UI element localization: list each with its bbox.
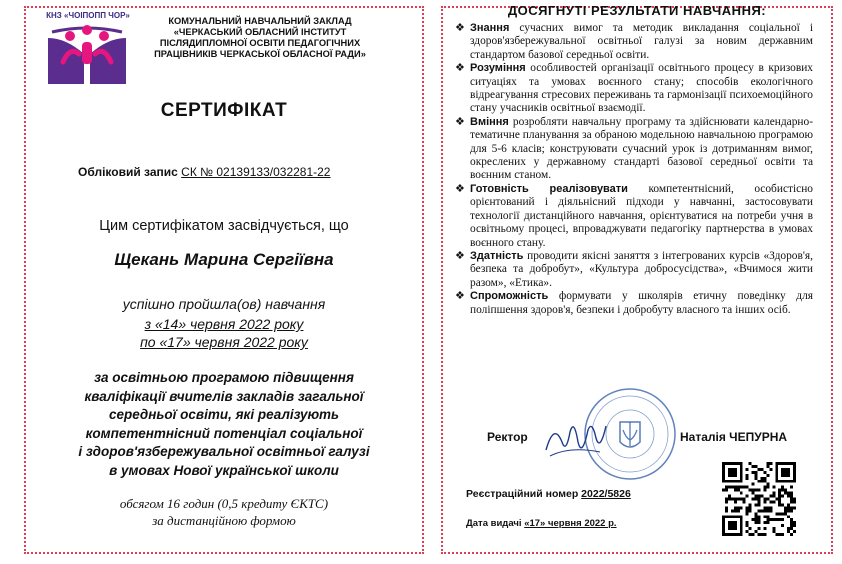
results-item [455, 22, 813, 62]
results-term: Спроможність [470, 290, 549, 303]
form-text: за дистанційною формою [152, 513, 296, 528]
program-description [24, 369, 424, 480]
institution-line: ПРАЦІВНИКІВ ЧЕРКАСЬКОЇ ОБЛАСНОЇ РАДИ» [154, 49, 366, 59]
institution-line: КОМУНАЛЬНИЙ НАВЧАЛЬНИЙ ЗАКЛАД [168, 16, 352, 26]
record-entry [78, 165, 330, 179]
date-from: з «14» червня 2022 року [144, 316, 304, 332]
registration-value: 2022/5826 [581, 488, 631, 500]
results-text: сучасних вимог та методик викладання соціальної і здоров'язбережувальної освітньої галузі за новим державним стандартом базової середньої освіти. [470, 22, 813, 61]
results-title: ДОСЯГНУТІ РЕЗУЛЬТАТИ НАВЧАННЯ: [507, 3, 767, 18]
diamond-bullet-icon: ❖ [455, 290, 465, 303]
results-item [455, 116, 813, 183]
results-item [455, 183, 813, 250]
rector-label: Ректор [487, 430, 528, 444]
institution-line: ПІСЛЯДИПЛОМНОЇ ОСВІТИ ПЕДАГОГІЧНИХ [159, 38, 361, 48]
diamond-bullet-icon: ❖ [455, 249, 465, 262]
issue-date-label: Дата видачі [466, 518, 525, 529]
results-term: Здатність [470, 249, 524, 262]
results-item [455, 62, 813, 116]
date-to: по «17» червня 2022 року [140, 334, 308, 350]
results-text: проводити якісні заняття з інтегрованих курсів «Здоров'я, безпека та добробут», «Культура добросусідства», «Вчимося жити разом», «Етика». [470, 249, 813, 289]
volume-text: обсягом 16 годин (0,5 кредиту ЄКТС) [119, 496, 329, 511]
program-line: компетентнісний потенціал соціальної [85, 425, 363, 441]
person-name: Щекань Марина Сергіївна [114, 250, 334, 269]
institution-line: «ЧЕРКАСЬКИЙ ОБЛАСНИЙ ІНСТИТУТ [173, 27, 347, 37]
issue-date [466, 518, 617, 529]
diamond-bullet-icon: ❖ [455, 22, 465, 34]
certificate-title: СЕРТИФІКАТ [160, 100, 288, 121]
diamond-bullet-icon: ❖ [455, 182, 465, 195]
results-term: Знання [470, 22, 510, 34]
registration-label: Реєстраційний номер [466, 488, 582, 500]
results-term: Розуміння [470, 62, 526, 75]
results-text: формувати у школярів етичну поведінку для поліпшення здоров'я, безпеки і добробуту власного та інших осіб. [470, 290, 813, 316]
program-line: і здоров'язбережувальної освітньої галузі [78, 444, 370, 459]
results-text: розробляти навчальну програму та здійснювати календарно-тематичне планування за обраною модельною навчальною програмою для 5-6 класів; конструювати сучасний урок із дотриманням вимог, окреслених у державному стандарті базової середньої освіти та воєнним станом. [470, 115, 813, 182]
issue-date-value: «17» червня 2022 р. [524, 518, 617, 529]
logo-caption: КНЗ «ЧОІПОПП ЧОР» [46, 11, 130, 20]
record-label: Обліковий запис [78, 165, 178, 179]
results-item [455, 290, 813, 317]
program-line: в умовах Нової української школи [109, 462, 339, 478]
results-text: особливостей організації освітнього процесу в кризових ситуаціях та умовах воєнного стану; способів екологічного відреагування стресових переживань та гармонізації психоемоційного стану учасників освітньої взаємодії. [470, 62, 813, 115]
diamond-bullet-icon: ❖ [455, 62, 465, 75]
registration-number [466, 488, 631, 500]
record-number: СК № 02139133/032281-22 [181, 165, 331, 179]
results-text: компетентнісний, особистісно орієнтований і діяльнісний підходи у навчанні, застосовувати технології дистанційного навчання, орієнтуватися на потреби учня в освітньому процесі, впроваджувати педагогіку партнерства в умовах воєнного стану. [470, 182, 813, 249]
completed-text: успішно пройшла(ов) навчання [122, 296, 326, 312]
signature-icon [540, 412, 610, 464]
certify-text: Цим сертифікатом засвідчується, що [99, 218, 349, 234]
results-item [455, 250, 813, 290]
institution-logo-icon [34, 10, 140, 92]
results-term: Вміння [470, 115, 509, 128]
program-line: кваліфікації вчителів закладів загальної [84, 388, 364, 404]
results-term: Готовність реалізовувати [470, 182, 628, 195]
program-line: за освітньою програмою підвищення [94, 370, 354, 385]
results-list [455, 22, 813, 317]
program-line: середньої освіти, які реалізують [108, 407, 340, 422]
diamond-bullet-icon: ❖ [455, 115, 465, 128]
rector-name: Наталія ЧЕПУРНА [680, 430, 788, 444]
institution-name [146, 16, 374, 60]
qr-code-icon [722, 462, 796, 536]
